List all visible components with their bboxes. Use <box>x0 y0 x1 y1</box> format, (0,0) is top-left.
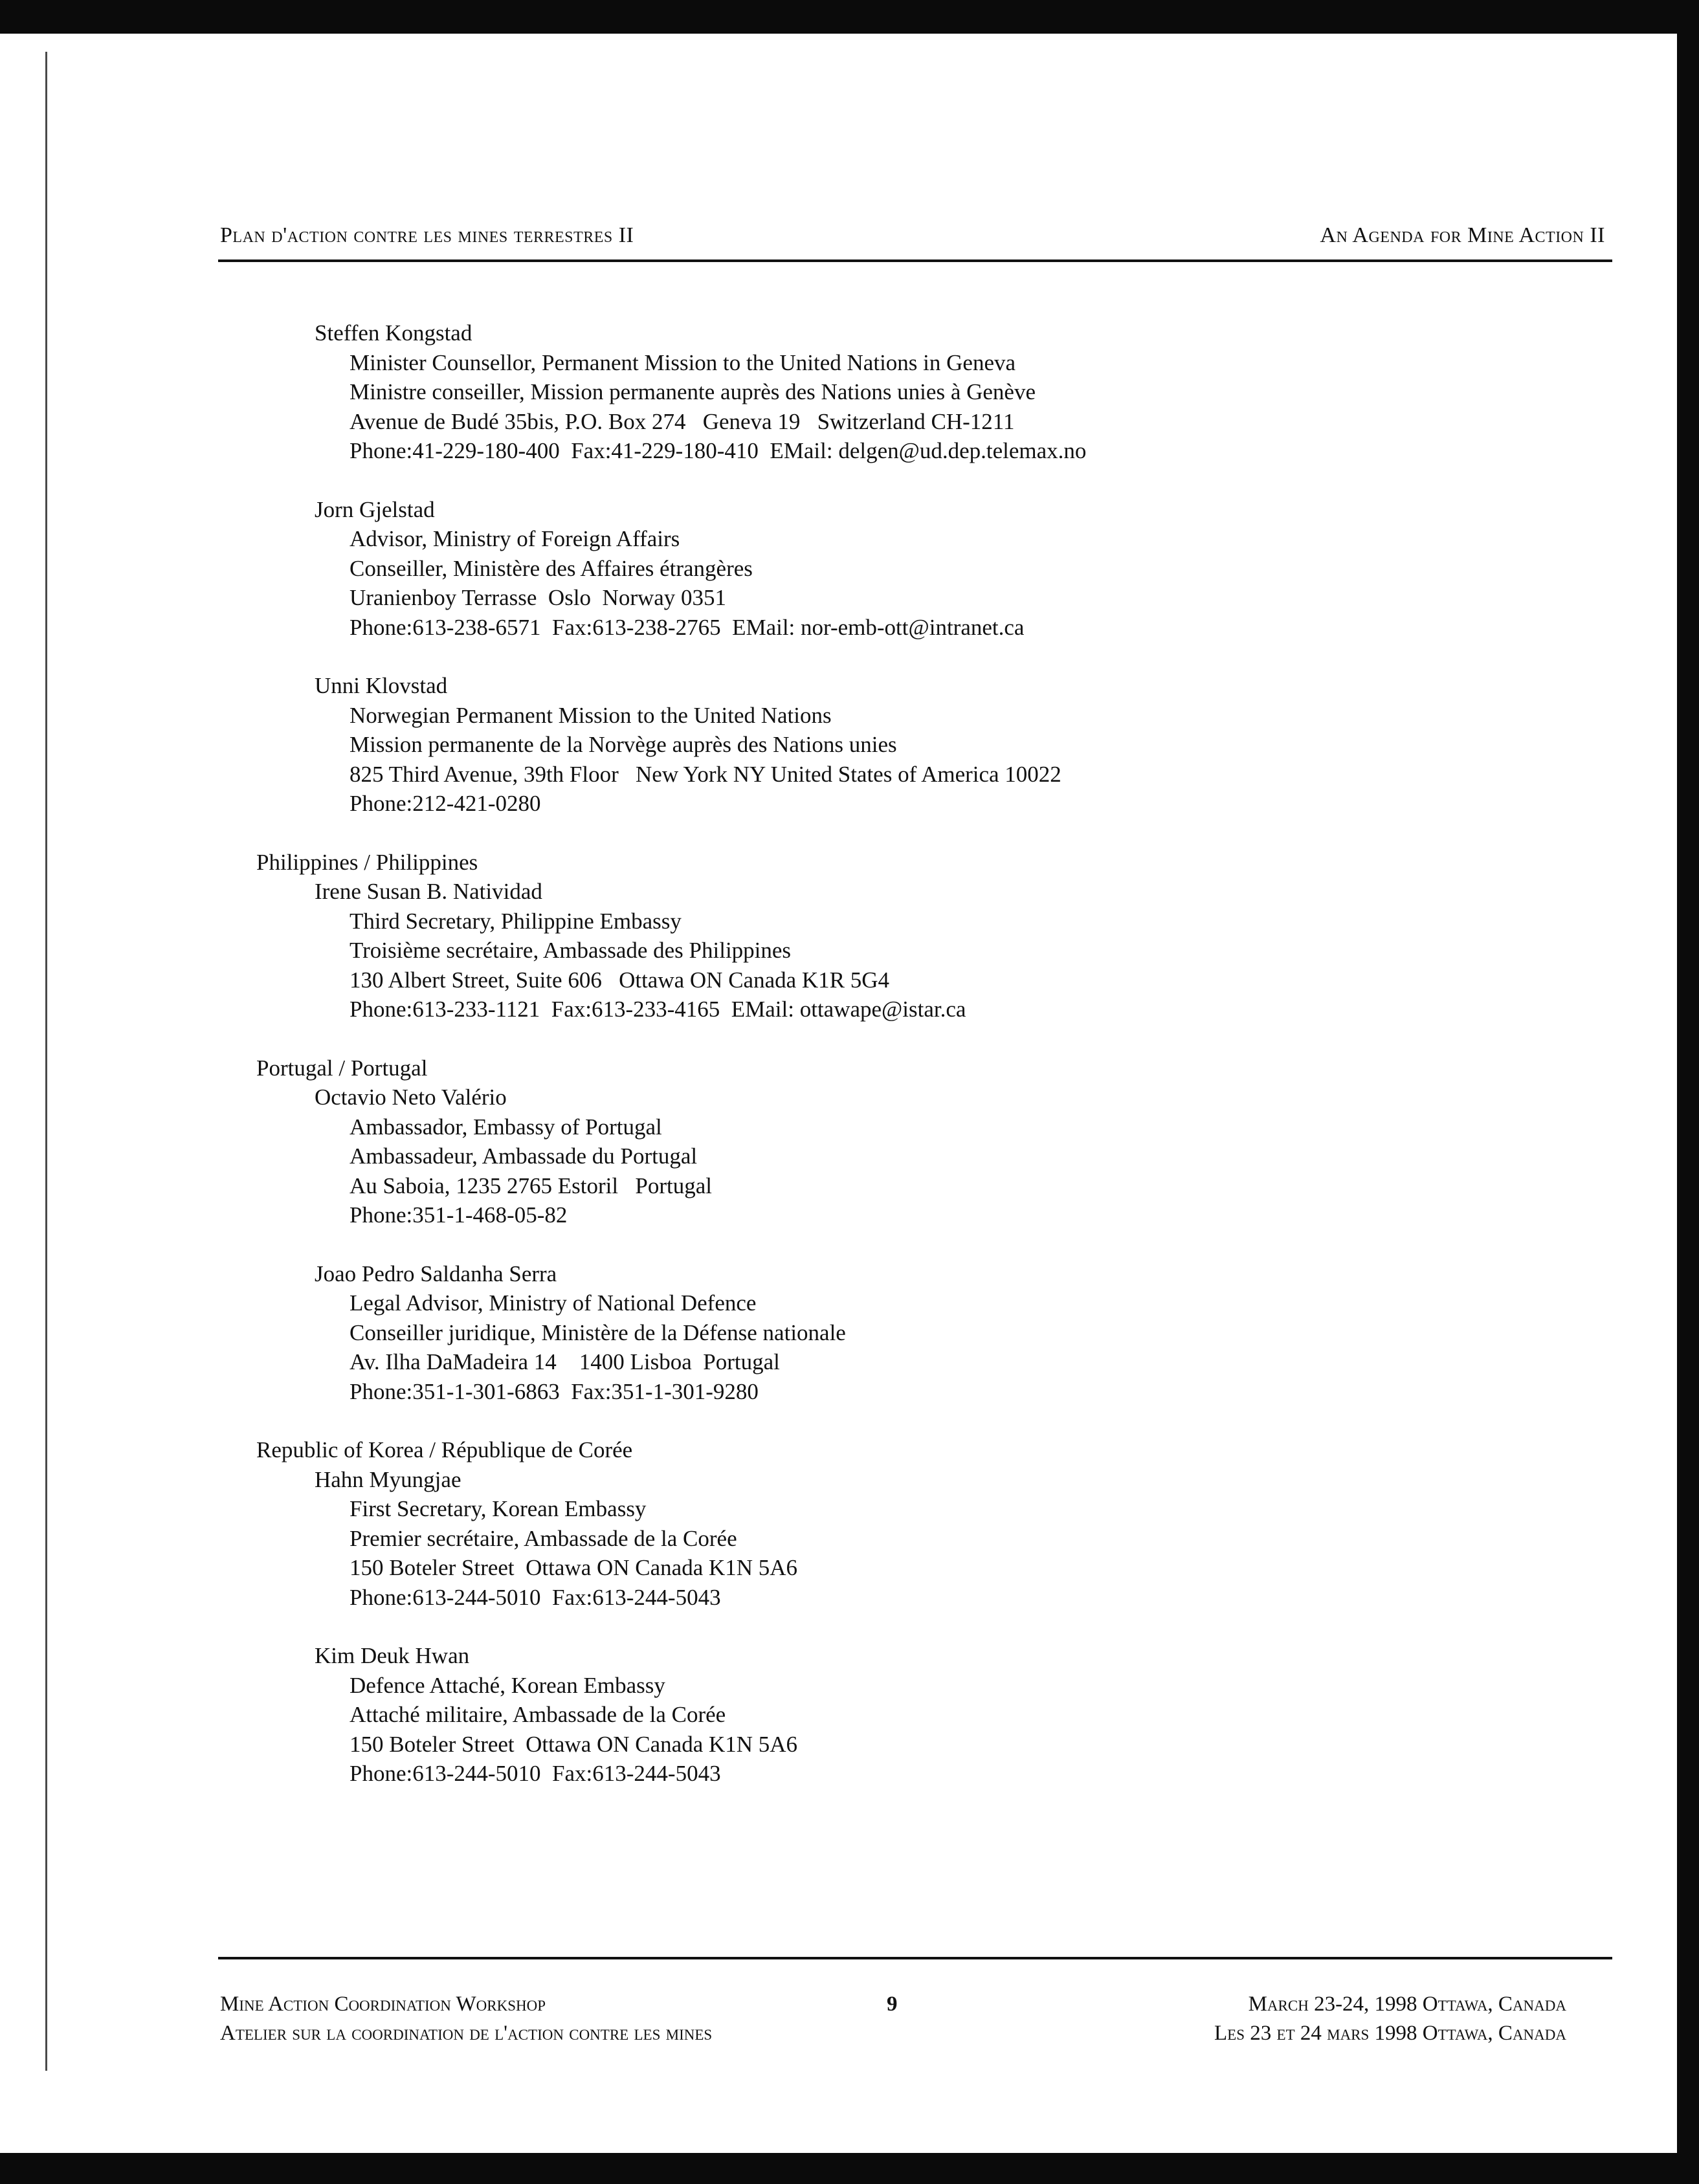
contact-name: Jorn Gjelstad <box>315 496 435 522</box>
contact-entry <box>256 318 1486 466</box>
contact-entry <box>256 1465 1486 1613</box>
section-spacer <box>256 1024 1486 1053</box>
contact-detail-line: Troisième secrétaire, Ambassade des Philippines <box>350 938 792 963</box>
contact-detail-line: Phone:41-229-180-400 Fax:41-229-180-410 EMail: delgen@ud.dep.telemax.no <box>350 438 1087 463</box>
entry-spacer <box>256 1612 1486 1641</box>
footer-date-fr: Les 23 et 24 mars 1998 Ottawa, Canada <box>1214 2022 1566 2045</box>
contact-detail-line: Phone:613-244-5010 Fax:613-244-5043 <box>350 1761 721 1786</box>
contact-detail-line: Phone:613-238-6571 Fax:613-238-2765 EMail: nor-emb-ott@intranet.ca <box>350 614 1025 640</box>
contact-detail-line: Phone:212-421-0280 <box>350 791 541 816</box>
entry-spacer <box>256 642 1486 671</box>
running-header <box>220 223 1605 257</box>
contact-name: Hahn Myungjae <box>315 1466 461 1492</box>
contact-detail-line: Norwegian Permanent Mission to the United Nations <box>350 702 832 728</box>
contact-entry <box>256 671 1486 819</box>
contact-detail-line: Mission permanente de la Norvège auprès des Nations unies <box>350 732 897 757</box>
contact-detail-line: 150 Boteler Street Ottawa ON Canada K1N 5A6 <box>350 1731 798 1757</box>
section-spacer <box>256 1406 1486 1435</box>
country-heading: Portugal / Portugal <box>256 1055 428 1081</box>
contact-detail-line: First Secretary, Korean Embassy <box>350 1496 647 1521</box>
footer-workshop-en: Mine Action Coordination Workshop <box>220 1992 546 2016</box>
contact-detail-line: 130 Albert Street, Suite 606 Ottawa ON Canada K1R 5G4 <box>350 967 890 993</box>
entry-spacer <box>256 466 1486 495</box>
contact-entry <box>256 1083 1486 1230</box>
footer-right <box>1214 1990 1566 2048</box>
footer-rule <box>218 1957 1612 1959</box>
contact-detail-line: Phone:351-1-301-6863 Fax:351-1-301-9280 <box>350 1378 759 1404</box>
contact-detail-line: 825 Third Avenue, 39th Floor New York NY United States of America 10022 <box>350 761 1061 787</box>
contact-name: Steffen Kongstad <box>315 320 472 346</box>
contact-detail-line: Third Secretary, Philippine Embassy <box>350 908 682 934</box>
contact-detail-line: Defence Attaché, Korean Embassy <box>350 1672 665 1698</box>
contact-name: Octavio Neto Valério <box>315 1085 507 1110</box>
contact-detail-line: Minister Counsellor, Permanent Mission to the United Nations in Geneva <box>350 349 1016 375</box>
contact-detail-line: Phone:613-244-5010 Fax:613-244-5043 <box>350 1584 721 1610</box>
scan-border-top <box>0 0 1699 34</box>
contact-detail-line: Avenue de Budé 35bis, P.O. Box 274 Geneva 19 Switzerland CH-1211 <box>350 408 1015 434</box>
scan-border-bottom <box>0 2153 1699 2184</box>
scan-binding-line <box>45 52 47 2071</box>
footer-left <box>220 1990 712 2048</box>
country-heading: Republic of Korea / République de Corée <box>256 1437 633 1462</box>
contact-detail-line: Ministre conseiller, Mission permanente auprès des Nations unies à Genève <box>350 379 1036 404</box>
page-number: 9 <box>887 1992 898 2016</box>
contact-directory <box>256 318 1486 1789</box>
contact-detail-line: Attaché militaire, Ambassade de la Corée <box>350 1702 726 1727</box>
contact-detail-line: Legal Advisor, Ministry of National Defence <box>350 1290 757 1316</box>
contact-entry <box>256 1259 1486 1407</box>
header-right-title: An Agenda for Mine Action II <box>1320 223 1605 247</box>
contact-detail-line: Conseiller, Ministère des Affaires étrangères <box>350 555 753 581</box>
country-heading: Philippines / Philippines <box>256 849 478 875</box>
contact-name: Unni Klovstad <box>315 673 448 698</box>
footer-date-en: March 23-24, 1998 Ottawa, Canada <box>1248 1992 1566 2016</box>
header-left-title: Plan d'action contre les mines terrestres II <box>220 223 634 247</box>
contact-entry <box>256 495 1486 643</box>
contact-entry <box>256 877 1486 1024</box>
contact-name: Irene Susan B. Natividad <box>315 879 542 904</box>
section-spacer <box>256 819 1486 848</box>
entry-spacer <box>256 1230 1486 1259</box>
contact-detail-line: 150 Boteler Street Ottawa ON Canada K1N 5A6 <box>350 1555 798 1580</box>
contact-detail-line: Premier secrétaire, Ambassade de la Corée <box>350 1525 737 1551</box>
contact-name: Joao Pedro Saldanha Serra <box>315 1261 557 1286</box>
footer-workshop-fr: Atelier sur la coordination de l'action contre les mines <box>220 2022 713 2045</box>
contact-detail-line: Uranienboy Terrasse Oslo Norway 0351 <box>350 585 727 610</box>
contact-detail-line: Phone:613-233-1121 Fax:613-233-4165 EMail: ottawape@istar.ca <box>350 997 966 1022</box>
contact-detail-line: Phone:351-1-468-05-82 <box>350 1202 568 1228</box>
contact-entry <box>256 1641 1486 1789</box>
contact-detail-line: Ambassadeur, Ambassade du Portugal <box>350 1143 698 1169</box>
contact-detail-line: Conseiller juridique, Ministère de la Défense nationale <box>350 1319 846 1345</box>
contact-name: Kim Deuk Hwan <box>315 1643 470 1668</box>
contact-detail-line: Advisor, Ministry of Foreign Affairs <box>350 526 680 551</box>
header-rule <box>218 259 1612 262</box>
contact-detail-line: Av. Ilha DaMadeira 14 1400 Lisboa Portugal <box>350 1349 780 1374</box>
scan-border-right <box>1677 0 1699 2184</box>
contact-detail-line: Au Saboia, 1235 2765 Estoril Portugal <box>350 1173 712 1198</box>
contact-detail-line: Ambassador, Embassy of Portugal <box>350 1114 662 1140</box>
